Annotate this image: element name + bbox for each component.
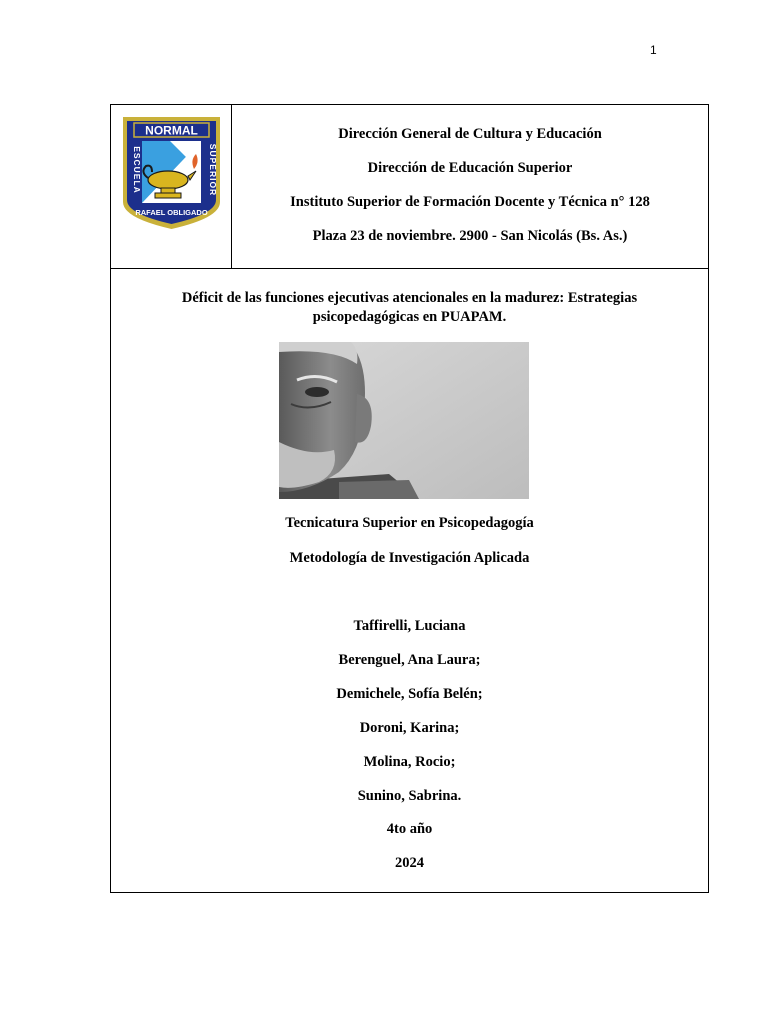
header-line-1: Dirección General de Cultura y Educación [338,126,602,142]
logo-right-text: SUPERIOR [208,143,218,197]
cover-photo [279,342,529,499]
author-1: Taffirelli, Luciana [353,618,466,634]
career: Tecnicatura Superior en Psicopedagogía [285,515,534,531]
year: 2024 [395,855,424,871]
logo-cell [111,105,232,268]
author-3: Demichele, Sofía Belén; [336,686,483,702]
logo-bottom-text: RAFAEL OBLIGADO [135,208,208,217]
cover-frame [110,104,709,893]
page-number: 1 [650,43,657,57]
header-line-3: Instituto Superior de Formación Docente y Técnica n° 128 [290,194,650,210]
header-line-4: Plaza 23 de noviembre. 2900 - San Nicolás (Bs. As.) [312,228,628,244]
author-6: Sunino, Sabrina. [357,788,462,804]
subject: Metodología de Investigación Aplicada [289,550,530,566]
thesis-title: Déficit de las funciones ejecutivas atencionales en la madurez: Estrategias psicopedagógicas en PUAPAM. [181,290,638,325]
logo-left-text: ESCUELA [132,146,142,194]
author-4: Doroni, Karina; [359,720,460,736]
school-logo [120,114,223,232]
logo-top-text: NORMAL [145,123,198,138]
author-2: Berenguel, Ana Laura; [338,652,481,668]
header-line-2: Dirección de Educación Superior [367,160,573,176]
header-text [232,105,708,268]
author-5: Molina, Rocio; [363,754,456,770]
year-of-study: 4to año [386,821,433,837]
header-row [111,105,708,269]
